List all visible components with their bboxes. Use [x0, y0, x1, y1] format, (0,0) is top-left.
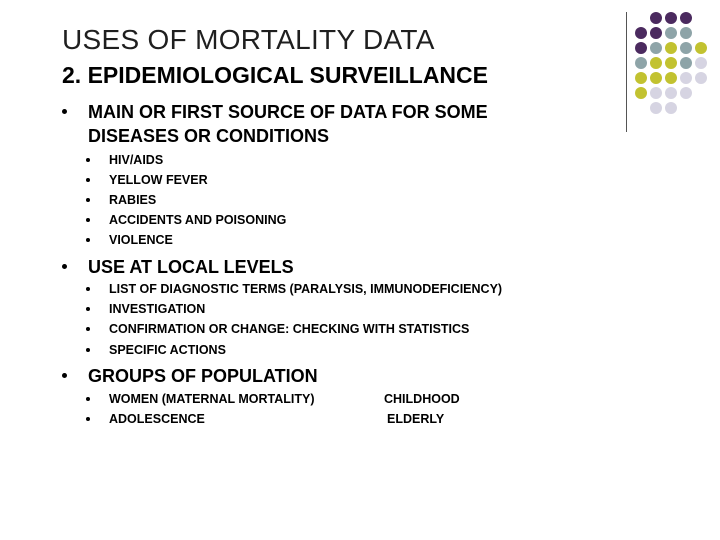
decorative-divider-line [626, 12, 627, 132]
page-title: USES OF MORTALITY DATA [62, 24, 435, 55]
decorative-dot [665, 87, 677, 99]
decorative-dot [665, 27, 677, 39]
decorative-dot [650, 42, 662, 54]
bullet-icon [86, 238, 90, 242]
decorative-dot [665, 12, 677, 24]
bullet-icon [86, 158, 90, 162]
decorative-dot [665, 72, 677, 84]
decorative-dot [635, 57, 647, 69]
bullet-icon [86, 198, 90, 202]
bullet-icon [86, 327, 90, 331]
decorative-dot [680, 87, 692, 99]
list-item-col2: ELDERLY [387, 412, 445, 426]
decorative-dot [650, 72, 662, 84]
bullet-icon [62, 109, 67, 114]
decorative-dot [680, 27, 692, 39]
bullet-icon [86, 218, 90, 222]
decorative-dot [650, 12, 662, 24]
decorative-dot [650, 27, 662, 39]
decorative-dot [650, 102, 662, 114]
page-subtitle: 2. EPIDEMIOLOGICAL SURVEILLANCE [62, 62, 488, 88]
decorative-dot [650, 57, 662, 69]
decorative-dot [650, 87, 662, 99]
decorative-dot [680, 12, 692, 24]
decorative-dot [635, 87, 647, 99]
list-item-col2: CHILDHOOD [384, 392, 460, 406]
decorative-dot [695, 72, 707, 84]
decorative-dot [635, 42, 647, 54]
decorative-dot [680, 72, 692, 84]
decorative-dot [695, 42, 707, 54]
bullet-icon [62, 373, 67, 378]
decorative-dot [680, 42, 692, 54]
bullet-icon [86, 417, 90, 421]
bullet-icon [86, 287, 90, 291]
decorative-dot [665, 57, 677, 69]
bullet-icon [86, 178, 90, 182]
decorative-dot [695, 57, 707, 69]
decorative-dot [665, 42, 677, 54]
bullet-icon [62, 264, 67, 269]
decorative-dot [680, 57, 692, 69]
decorative-dot [665, 102, 677, 114]
bullet-icon [86, 307, 90, 311]
decorative-dot [635, 27, 647, 39]
bullet-icon [86, 348, 90, 352]
bullet-icon [86, 397, 90, 401]
decorative-dot [635, 72, 647, 84]
